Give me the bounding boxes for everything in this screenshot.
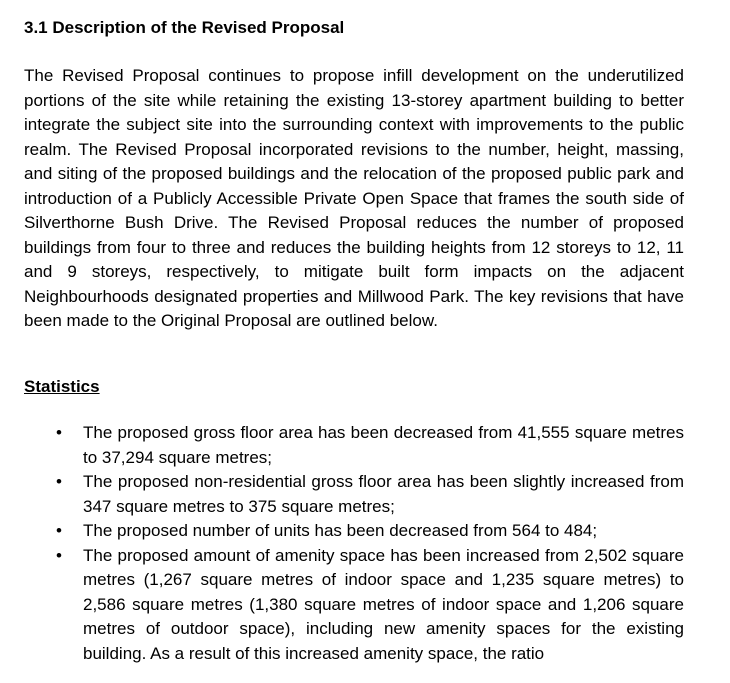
list-item [24,470,684,519]
list-item-text: The proposed non-residential gross floor area has been slightly increased from 347 square metres to 375 square metres; [83,472,684,516]
statistics-list [24,421,684,666]
list-item [24,421,684,470]
statistics-heading: Statistics [24,377,100,396]
list-item-text: The proposed number of units has been decreased from 564 to 484; [83,521,598,540]
description-paragraph: The Revised Proposal continues to propose infill development on the underutilized portions of the site while retaining the existing 13-storey apartment building to better integrate the subject site into the surrounding context with improvements to the public realm. The Revised Proposal incorporated revisions to the number, height, massing, and siting of the proposed buildings and the relocation of the proposed public park and introduction of a Publicly Accessible Private Open Space that frames the south side of Silverthorne Bush Drive. The Revised Proposal reduces the number of proposed buildings from four to three and reduces the building heights from 12 storeys to 12, 11 and 9 storeys, respectively, to mitigate built form impacts on the adjacent Neighbourhoods designated properties and Millwood Park. The key revisions that have been made to the Original Proposal are outlined below. [24,66,684,330]
bullet-icon: • [56,521,62,540]
bullet-icon: • [56,423,62,442]
section-title: 3.1 Description of the Revised Proposal [24,18,345,37]
list-item-text: The proposed amount of amenity space has been increased from 2,502 square metres (1,267 square metres of indoor space and 1,235 square metres) to 2,586 square metres (1,380 square metres of indoor space and 1,206 square metres of outdoor space), including new amenity spaces for the existing building. As a result of this increased amenity space, the ratio [83,545,684,663]
bullet-icon: • [56,545,62,565]
list-item-text: The proposed gross floor area has been decreased from 41,555 square metres to 37,294 square metres; [83,423,684,467]
bullet-icon: • [56,472,62,491]
list-item [24,519,684,544]
list-item [24,544,684,667]
